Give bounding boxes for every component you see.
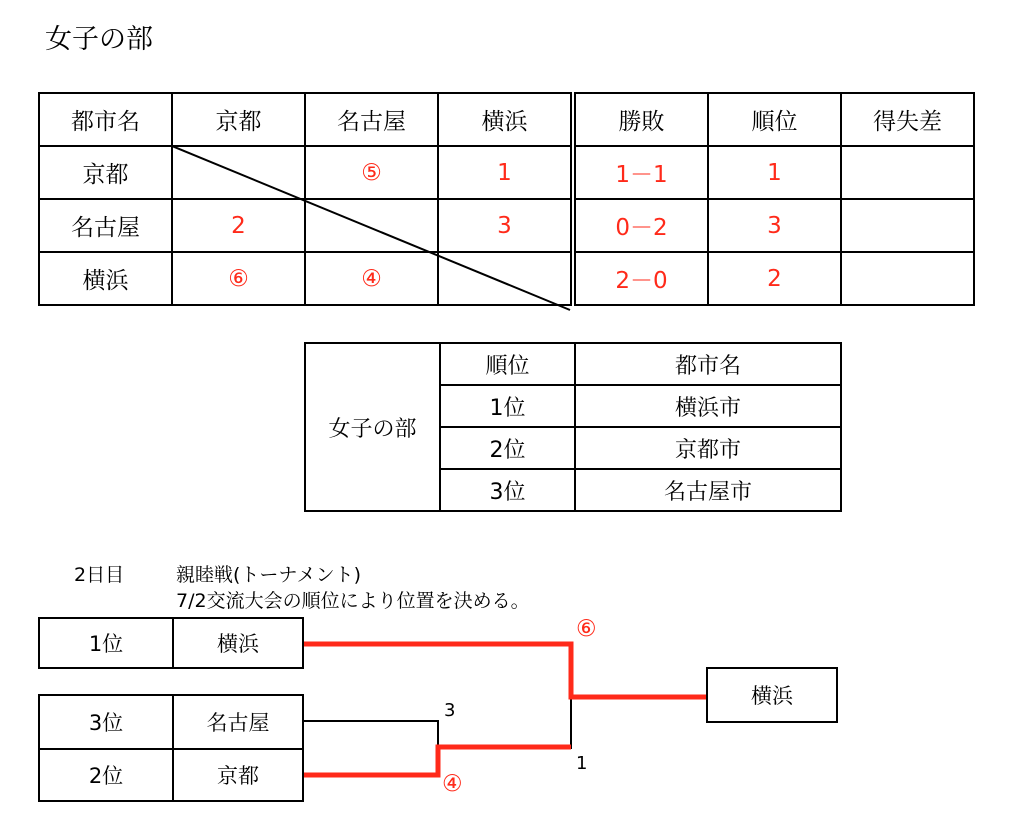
rank-cell: 1位 — [440, 385, 575, 427]
tournament-winner: 横浜 — [706, 667, 838, 723]
entry-city: 横浜 — [217, 632, 259, 656]
tournament-title: 親睦戦(トーナメント) — [176, 564, 362, 586]
header-cell: 得失差 — [841, 93, 974, 146]
page-title: 女子の部 — [45, 24, 153, 55]
score-cell: 3 — [438, 199, 573, 252]
header-cell: 都市名 — [39, 93, 172, 146]
ranking-label: 女子の部 — [305, 343, 440, 511]
city-cell: 名古屋 — [39, 199, 172, 252]
entry-rank: 2位 — [40, 750, 174, 800]
rank-cell: 1 — [708, 146, 841, 199]
day-label: 2日目 — [74, 564, 125, 586]
header-cell: 順位 — [708, 93, 841, 146]
semi-top-score: 3 — [444, 700, 456, 721]
header-cell: 横浜 — [438, 93, 573, 146]
city-cell: 横浜市 — [575, 385, 841, 427]
record-cell: 0－2 — [573, 199, 708, 252]
header-cell: 名古屋 — [305, 93, 438, 146]
city-cell: 名古屋市 — [575, 469, 841, 511]
rank-cell: 2位 — [440, 427, 575, 469]
city-cell: 京都市 — [575, 427, 841, 469]
header-cell: 勝敗 — [573, 93, 708, 146]
header-cell: 都市名 — [575, 343, 841, 385]
bracket-entry — [38, 617, 304, 669]
rank-cell: 3 — [708, 199, 841, 252]
semi-bottom-score: ④ — [442, 771, 463, 797]
rank-cell: 2 — [708, 252, 841, 305]
final-bottom-score: 1 — [576, 753, 588, 774]
score-cell: ⑤ — [305, 146, 438, 199]
header-cell: 順位 — [440, 343, 575, 385]
city-cell: 京都 — [39, 146, 172, 199]
entry-city: 京都 — [217, 764, 259, 788]
record-cell: 2－0 — [573, 252, 708, 305]
rank-cell: 3位 — [440, 469, 575, 511]
header-cell: 京都 — [172, 93, 305, 146]
entry-rank: 1位 — [40, 619, 174, 667]
entry-city: 名古屋 — [206, 711, 270, 735]
bracket-entry-pair — [38, 694, 304, 802]
score-cell: ⑥ — [172, 252, 305, 305]
tournament-rule: 7/2交流大会の順位により位置を決める。 — [176, 590, 530, 612]
bracket-entry — [40, 696, 302, 750]
record-cell: 1－1 — [573, 146, 708, 199]
final-top-score: ⑥ — [576, 616, 597, 642]
score-cell: 1 — [438, 146, 573, 199]
score-cell: 2 — [172, 199, 305, 252]
entry-rank: 3位 — [40, 696, 174, 748]
score-cell: ④ — [305, 252, 438, 305]
bracket-entry — [40, 750, 302, 800]
city-cell: 横浜 — [39, 252, 172, 305]
